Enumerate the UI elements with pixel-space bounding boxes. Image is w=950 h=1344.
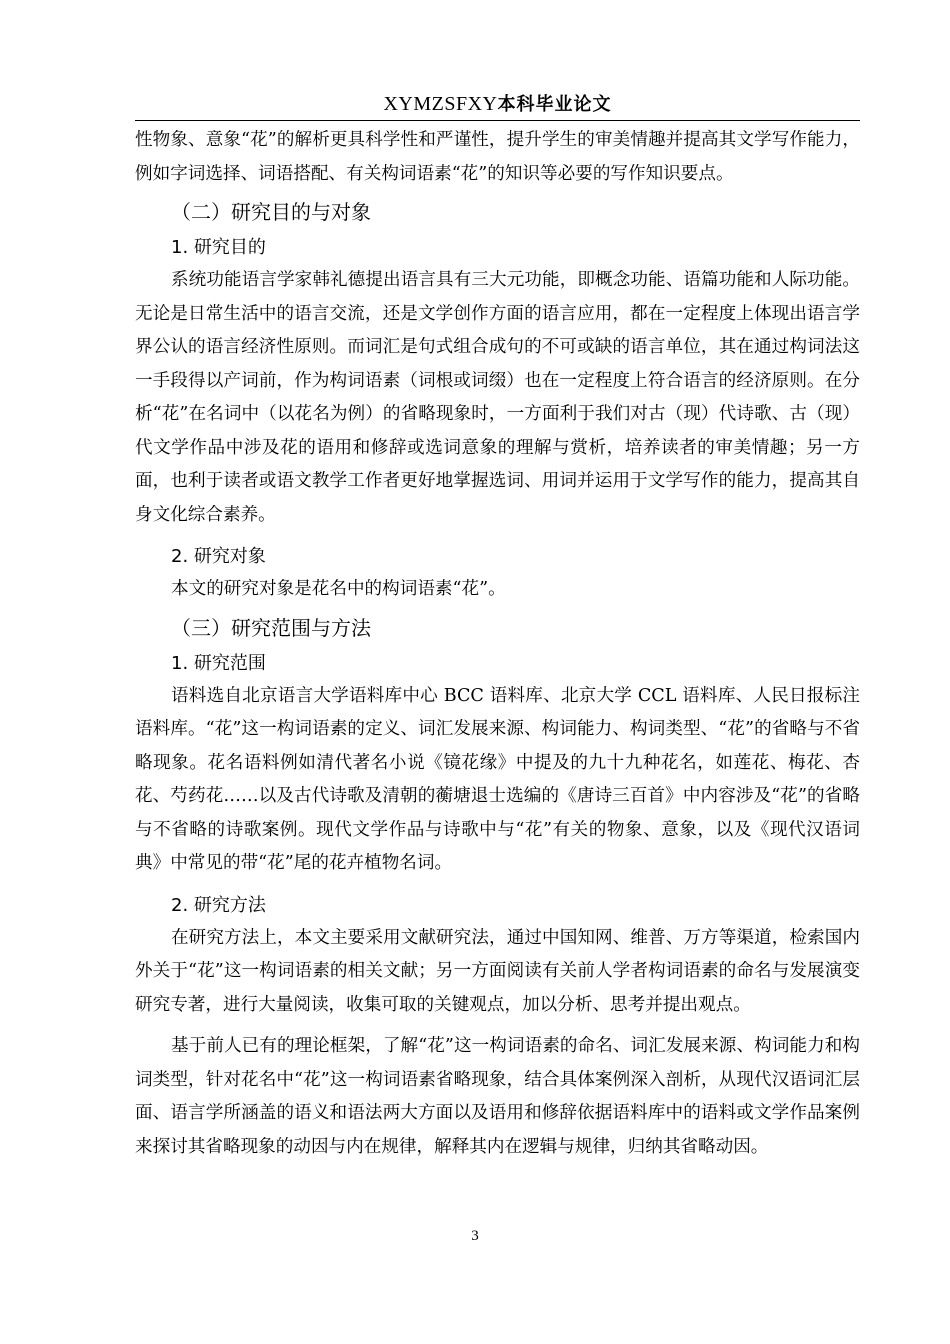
- header-latin-text: XYMZSFXY: [383, 93, 498, 115]
- paragraph-intro-continued: 性物象、意象“花”的解析更具科学性和严谨性，提升学生的审美情趣并提高其文学写作能力，例如字词选择、词语搭配、有关构词语素“花”的知识等必要的写作知识要点。: [135, 130, 860, 184]
- page-number: 3: [471, 1228, 479, 1244]
- running-header: [135, 90, 860, 121]
- subheading-research-method: 2. 研究方法: [171, 894, 266, 916]
- subheading-research-scope: 1. 研究范围: [171, 652, 266, 674]
- subheading-research-purpose: 1. 研究目的: [171, 237, 266, 258]
- header-cjk-text: 本科毕业论文: [497, 94, 612, 115]
- subheading-research-object: 2. 研究对象: [171, 546, 266, 567]
- paragraph-research-method-2: 基于前人已有的理论框架，了解“花”这一构词语素的命名、词汇发展来源、构词能力和构词类型，针对花名中“花”这一构词语素省略现象，结合具体案例深入剖析，从现代汉语词汇层面、语言学所涵盖的语义和语法两大方面以及语用和修辞依据语料库中的语料或文学作品案例来探讨其省略现象的动因与内在规律，解释其内在逻辑与规律，归纳其省略动因。: [135, 1036, 860, 1157]
- paragraph-research-scope: 语料选自北京语言大学语料库中心 BCC 语料库、北京大学 CCL 语料库、人民日报标注语料库。“花”这一构词语素的定义、词汇发展来源、构词能力、构词类型、“花”的省略与不省略现象。花名语料例如清代著名小说《镜花缘》中提及的九十九种花名，如莲花、梅花、杏花、芍药花……以及古代诗歌及清朝的蘅塘退士选编的《唐诗三百首》中内容涉及“花”的省略与不省略的诗歌案例。现代文学作品与诗歌中与“花”有关的物象、意象，以及《现代汉语词典》中常见的带“花”尾的花卉植物名词。: [135, 685, 860, 873]
- section-heading-purpose-object: （二）研究目的与对象: [171, 200, 371, 224]
- paragraph-research-method-1: 在研究方法上，本文主要采用文献研究法，通过中国知网、维普、万方等渠道，检索国内外关于“花”这一构词语素的相关文献；另一方面阅读有关前人学者构词语素的命名与发展演变研究专著，进行大量阅读，收集可取的关键观点，加以分析、思考并提出观点。: [135, 927, 860, 1015]
- section-heading-scope-method: （三）研究范围与方法: [171, 615, 371, 640]
- page-body: [135, 124, 860, 1164]
- paragraph-research-purpose: 系统功能语言学家韩礼德提出语言具有三大元功能，即概念功能、语篇功能和人际功能。无论是日常生活中的语言交流，还是文学创作方面的语言应用，都在一定程度上体现出语言学界公认的语言经济性原则。而词汇是句式组合成句的不可或缺的语言单位，其在通过构词法这一手段得以产词前，作为构词语素（词根或词缀）也在一定程度上符合语言的经济原则。在分析“花”在名词中（以花名为例）的省略现象时，一方面利于我们对古（现）代诗歌、古（现）代文学作品中涉及花的语用和修辞或选词意象的理解与赏析，培养读者的审美情趣；另一方面，也利于读者或语文教学工作者更好地掌握选词、用词并运用于文学写作的能力，提高其自身文化综合素养。: [135, 270, 860, 525]
- paragraph-research-object: 本文的研究对象是花名中的构词语素“花”。: [171, 579, 506, 599]
